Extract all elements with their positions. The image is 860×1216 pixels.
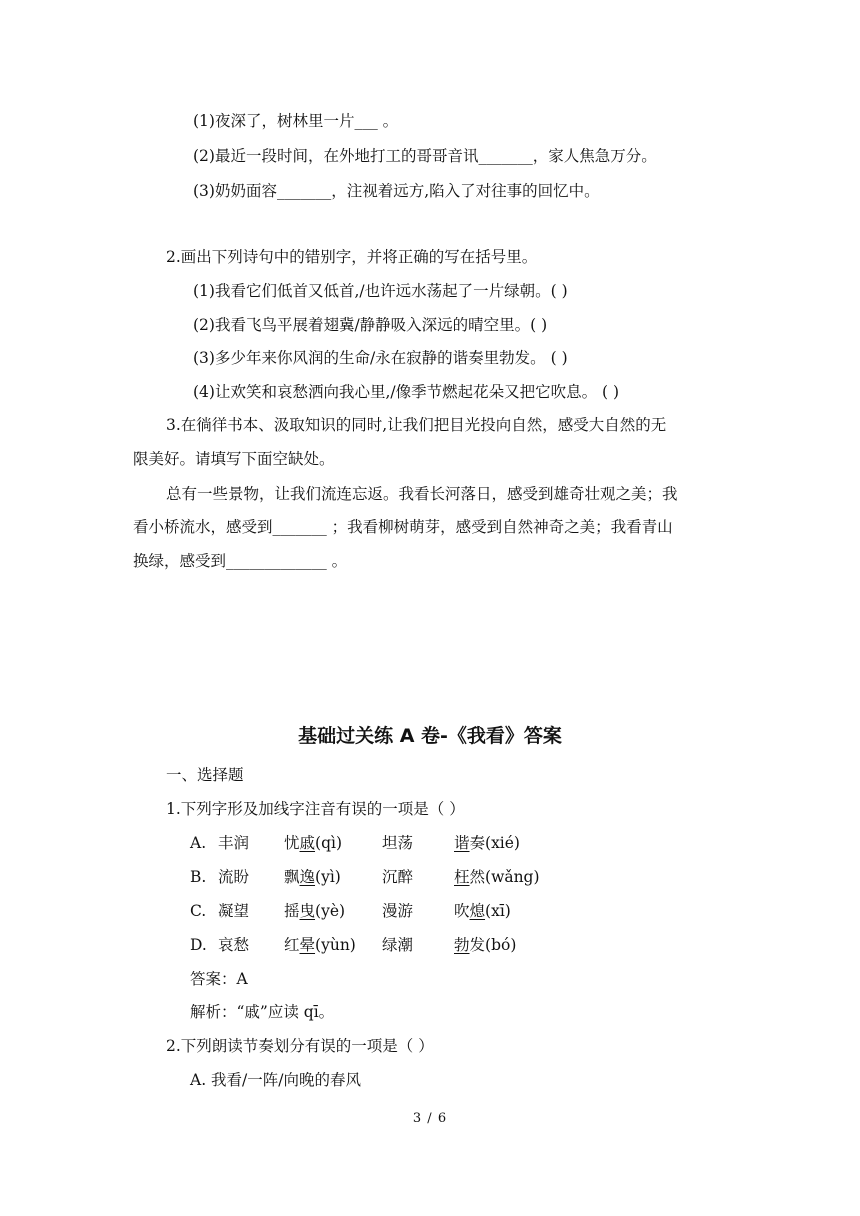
answer-title: 基础过关练 A 卷-《我看》答案: [298, 725, 562, 747]
option-row-b: [190, 866, 540, 888]
fill-blank-3: (3)奶奶面容_______，注视着远方,陷入了对往事的回忆中。: [193, 182, 600, 200]
option-word-2: 忧戚(qì): [284, 834, 343, 852]
page-number: 3 / 6: [412, 1111, 448, 1126]
question-2-item-2: (2)我看飞鸟平展着翅冀/静静吸入深远的晴空里。( ): [193, 316, 548, 334]
fill-blank-2: (2)最近一段时间，在外地打工的哥哥音讯_______，家人焦急万分。: [193, 147, 657, 165]
answer-question-2-stem: 2.下列朗读节奏划分有误的一项是（ ）: [166, 1037, 434, 1055]
answer-question-2-option-a: A. 我看/一阵/向晚的春风: [190, 1071, 361, 1089]
option-word-2: 飘逸(yì): [284, 868, 341, 886]
option-word-2: 红晕(yùn): [284, 936, 356, 954]
question-3-paragraph-2: 看小桥流水，感受到_______ ；我看柳树萌芽，感受到自然神奇之美；我看青山: [133, 518, 673, 536]
option-letter: B.: [190, 868, 207, 886]
question-3-line-2: 限美好。请填写下面空缺处。: [133, 450, 335, 468]
analysis-1: 解析：“戚”应读 qī。: [190, 1003, 335, 1021]
question-2-item-1: (1)我看它们低首又低首,/也许远水荡起了一片绿朝。( ): [193, 282, 568, 300]
question-2-item-3: (3)多少年来你风润的生命/永在寂静的谐奏里勃发。 ( ): [193, 349, 568, 367]
option-word-1: 哀愁: [218, 936, 250, 954]
option-row-c: [190, 900, 511, 922]
answer-1: 答案：A: [190, 970, 248, 988]
option-word-2: 摇曳(yè): [284, 902, 346, 920]
fill-blank-1: (1)夜深了，树林里一片___ 。: [193, 112, 399, 130]
option-word-4: 谐奏(xié): [454, 834, 520, 852]
option-word-3: 漫游: [382, 902, 414, 920]
option-word-3: 坦荡: [382, 834, 414, 852]
question-3-paragraph-3: 换绿，感受到_____________ 。: [133, 552, 348, 570]
option-word-3: 绿潮: [382, 936, 414, 954]
option-row-d: [190, 934, 516, 956]
question-3-line-1: 3.在徜徉书本、汲取知识的同时,让我们把目光投向自然，感受大自然的无: [166, 416, 667, 434]
option-word-4: 勃发(bó): [454, 936, 517, 954]
question-2-item-4: (4)让欢笑和哀愁洒向我心里,/像季节燃起花朵又把它吹息。 ( ): [193, 383, 620, 401]
option-word-4: 吹熄(xī): [454, 902, 511, 920]
option-word-1: 凝望: [218, 902, 250, 920]
option-word-1: 流盼: [218, 868, 250, 886]
answer-question-1-stem: 1.下列字形及加线字注音有误的一项是（ ）: [166, 800, 465, 818]
option-letter: D.: [190, 936, 207, 954]
option-word-1: 丰润: [218, 834, 250, 852]
option-word-3: 沉醉: [382, 868, 414, 886]
option-letter: A.: [190, 834, 207, 852]
option-letter: C.: [190, 902, 207, 920]
option-row-a: [190, 832, 520, 854]
question-3-paragraph-1: 总有一些景物，让我们流连忘返。我看长河落日，感受到雄奇壮观之美；我: [166, 485, 678, 503]
section-heading: 一、选择题: [166, 766, 244, 784]
option-word-4: 枉然(wǎng): [454, 868, 540, 886]
question-2-stem: 2.画出下列诗句中的错别字，并将正确的写在括号里。: [166, 248, 538, 266]
